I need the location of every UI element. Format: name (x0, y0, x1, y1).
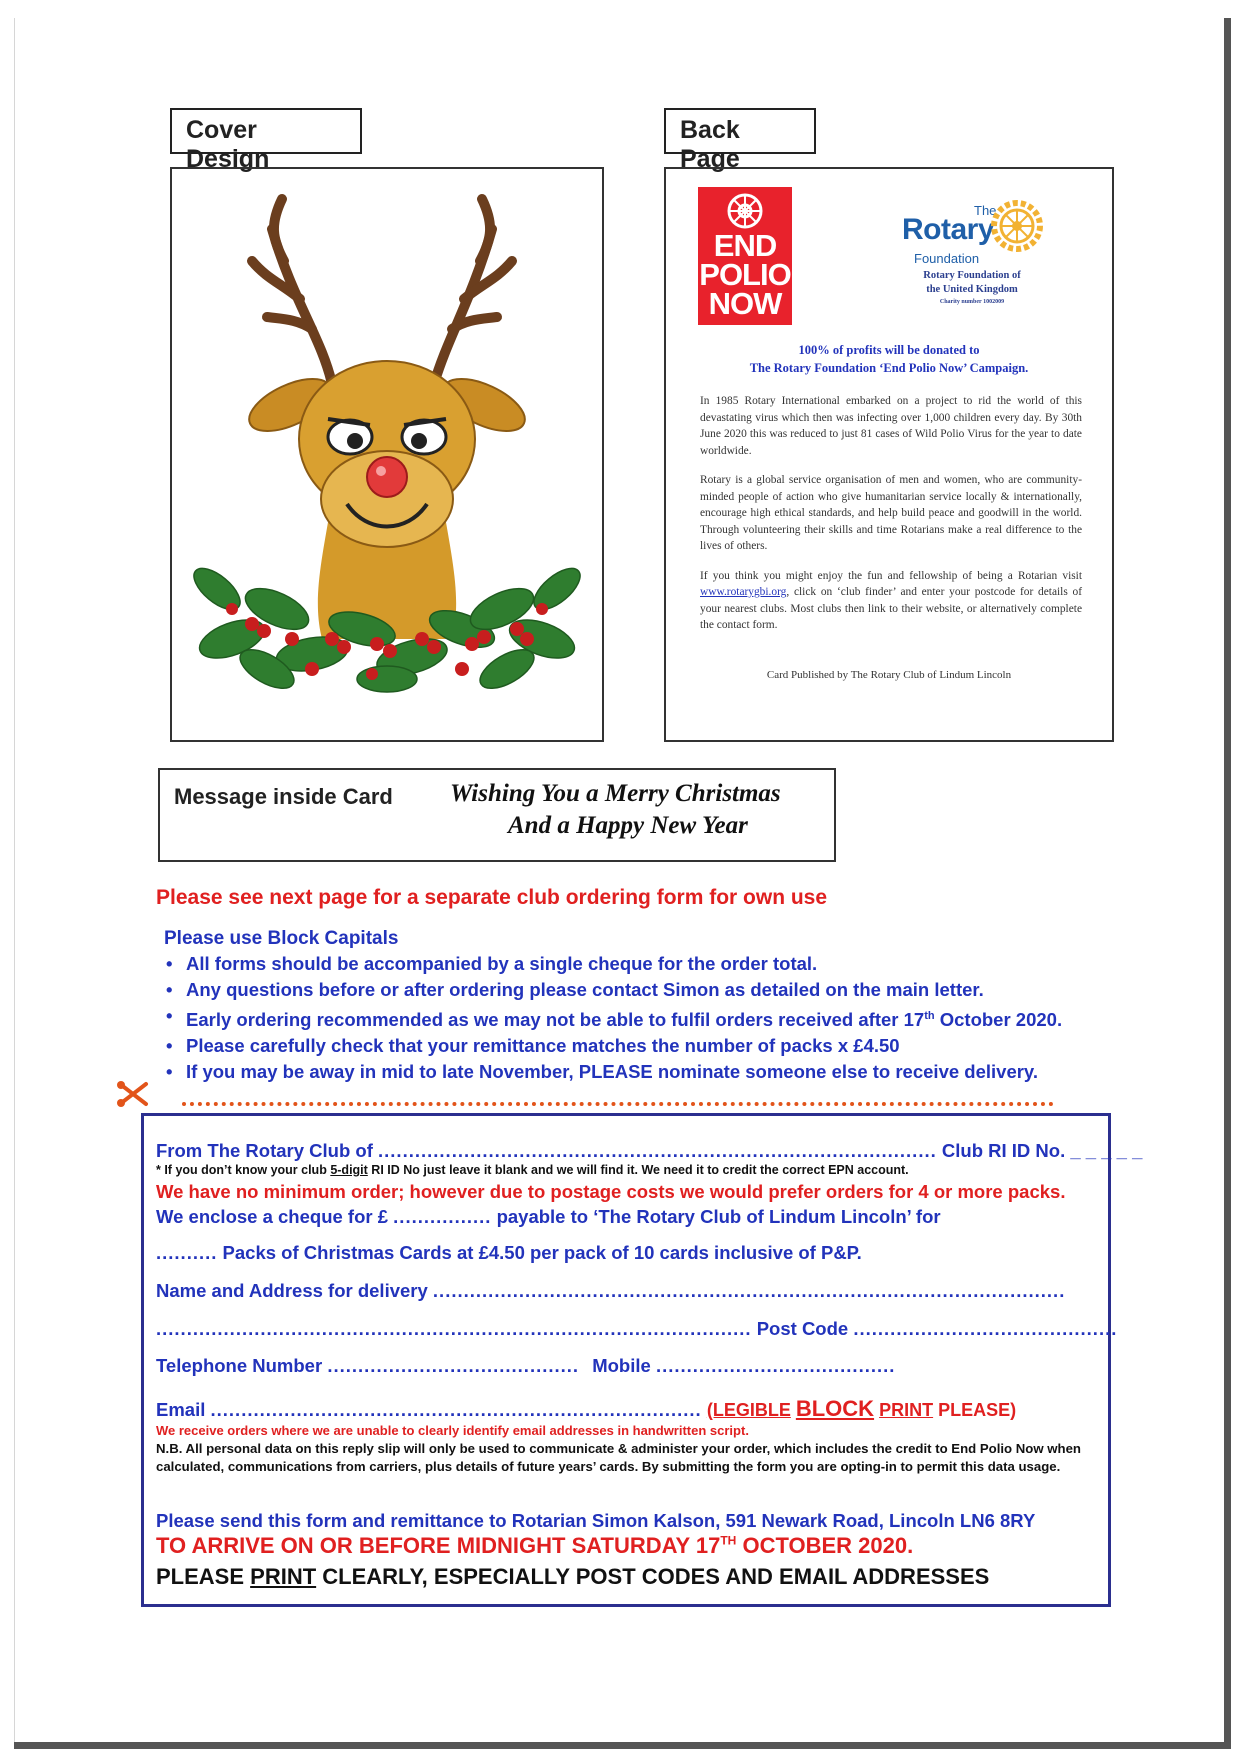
instructions-list (164, 951, 1062, 1085)
back-heading-line1: 100% of profits will be donated to (798, 343, 980, 357)
email-handwriting-note: We receive orders where we are unable to clearly identify email addresses in handwritten script. (156, 1423, 749, 1438)
telephone-field[interactable]: ......................................... (327, 1355, 580, 1376)
back-paragraph-3: If you think you might enjoy the fun and fellowship of being a Rotarian visit www.rotarygbi.org, click on ‘club finder’ and enter your postcode for details of your nearest clubs. Most clubs then link to their website, or alternatively complete the contact form. (700, 569, 1082, 631)
instruction-item: • Any questions before or after ordering please contact Simon as detailed on the main letter. (164, 977, 1062, 1003)
club-id-field[interactable]: _ _ _ _ _ (1070, 1140, 1143, 1161)
instruction-item: • Early ordering recommended as we may not be able to fulfil orders received after 17th October 2020. (164, 1003, 1062, 1033)
scissors-icon (116, 1080, 150, 1108)
rotary-website-link[interactable]: www.rotarygbi.org (700, 586, 787, 598)
cut-line (182, 1102, 1054, 1106)
back-paragraph-2: Rotary is a global service organisation of men and women, who are community-minded people of action who give humanitarian service locally & internationally, encourage high ethical standards, and help build peace and goodwill in the world. Through volunteering their skills and time Rotarians make a real difference to the lives of others. (700, 474, 1082, 552)
telephone-row: Telephone Number ......................................... Mobile ....................................... (156, 1355, 896, 1376)
rotary-wordmark: Rotary (902, 213, 995, 246)
instruction-item: • All forms should be accompanied by a single cheque for the order total. (164, 951, 1062, 977)
postcode-field[interactable]: ........................................... (853, 1318, 1118, 1339)
name-address-row: Name and Address for delivery ....................................................................................................... (156, 1280, 1066, 1301)
rotary-foundation-word: Foundation (914, 251, 980, 266)
back-page-frame (664, 167, 1114, 742)
back-heading-line2: The Rotary Foundation ‘End Polio Now’ Campaign. (749, 361, 1029, 375)
rotary-wheel-icon (725, 191, 765, 231)
packs-quantity-field[interactable]: .......... (156, 1242, 218, 1263)
message-box (158, 768, 836, 862)
from-club-row: From The Rotary Club of ........................................................................................... Club RI ID No. _ _ _ _ _ (156, 1140, 1143, 1161)
message-line-1: Wishing You a Merry Christmas (450, 780, 781, 807)
send-to-address: Please send this form and remittance to Rotarian Simon Kalson, 591 Newark Road, Lincoln LN6 8RY (156, 1510, 1036, 1531)
epn-line-now: NOW (708, 286, 782, 321)
epn-line-polio: POLIO (699, 257, 791, 292)
address-postcode-row: ................................................................................................. Post Code ........................................... (156, 1318, 1118, 1339)
instruction-item: • If you may be away in mid to late November, PLEASE nominate someone else to receive delivery. (164, 1059, 1062, 1085)
data-protection-note: N.B. All personal data on this reply slip will only be used to communicate & administer your order, which includes the credit to End Polio Now when calculated, communications from carriers, plus details of future years’ cards. By submitting the form you are opting-in to permit this data usage. (156, 1441, 1081, 1474)
foundation-org-line1: Rotary Foundation of (923, 270, 1021, 281)
block-capitals-title: Please use Block Capitals (164, 928, 399, 949)
next-page-note: Please see next page for a separate club ordering form for own use (156, 886, 828, 909)
foundation-org-line2: the United Kingdom (926, 284, 1018, 295)
cheque-row: We enclose a cheque for £ ................ payable to ‘The Rotary Club of Lindum Lincoln’ for (156, 1206, 941, 1227)
email-field[interactable]: ................................................................................ (210, 1399, 702, 1420)
club-name-field[interactable]: ........................................................................................... (378, 1140, 937, 1161)
message-line-2: And a Happy New Year (508, 812, 748, 839)
print-clearly-notice: PLEASE PRINT CLEARLY, ESPECIALLY POST CODES AND EMAIL ADDRESSES (156, 1564, 990, 1589)
reindeer-illustration (172, 169, 602, 740)
club-id-note: * If you don’t know your club 5-digit RI ID No just leave it blank and we will find it. We need it to credit the correct EPN account. (156, 1163, 909, 1177)
cheque-amount-field[interactable]: ................ (393, 1206, 492, 1227)
back-paragraph-1: In 1985 Rotary International embarked on a project to rid the world of this devastating virus which then was infecting over 1,000 children every day. By 30th June 2020 this was reduced to just 81 cases of Wild Polio Virus for the year to date worldwide. (700, 395, 1082, 457)
cover-design-label: Cover Design (170, 108, 362, 154)
back-page-label: Back Page (664, 108, 816, 154)
minimum-order-note: We have no minimum order; however due to postage costs we would prefer orders for 4 or more packs. (156, 1181, 1066, 1202)
email-row: Email ................................................................................ (LEGIBLE BLOCK PRINT PLEASE) (156, 1396, 1017, 1421)
rotary-the: The (974, 203, 997, 218)
cover-design-frame (170, 167, 604, 742)
deadline-notice: TO ARRIVE ON OR BEFORE MIDNIGHT SATURDAY 17TH OCTOBER 2020. (156, 1533, 914, 1558)
packs-row: .......... Packs of Christmas Cards at £4.50 per pack of 10 cards inclusive of P&P. (156, 1242, 862, 1263)
legible-block-print-note: (LEGIBLE BLOCK PRINT PLEASE) (706, 1396, 1017, 1421)
foundation-charity-number: Charity number 1002009 (939, 299, 1005, 305)
card-publisher: Card Published by The Rotary Club of Lindum Lincoln (766, 669, 1012, 681)
epn-line-end: END (713, 228, 777, 263)
page-shadow-bottom (14, 1742, 1231, 1749)
end-polio-now-logo (698, 187, 792, 325)
instruction-item: • Please carefully check that your remittance matches the number of packs x £4.50 (164, 1033, 1062, 1059)
page-shadow-right (1224, 18, 1231, 1749)
address-line-field[interactable]: ................................................................................................. (156, 1318, 752, 1339)
mobile-field[interactable]: ....................................... (655, 1355, 896, 1376)
name-address-field[interactable]: ....................................................................................................... (432, 1280, 1066, 1301)
rotary-foundation-logo (902, 203, 1092, 327)
message-label: Message inside Card (174, 784, 393, 809)
rotary-gear-icon (990, 199, 1044, 253)
